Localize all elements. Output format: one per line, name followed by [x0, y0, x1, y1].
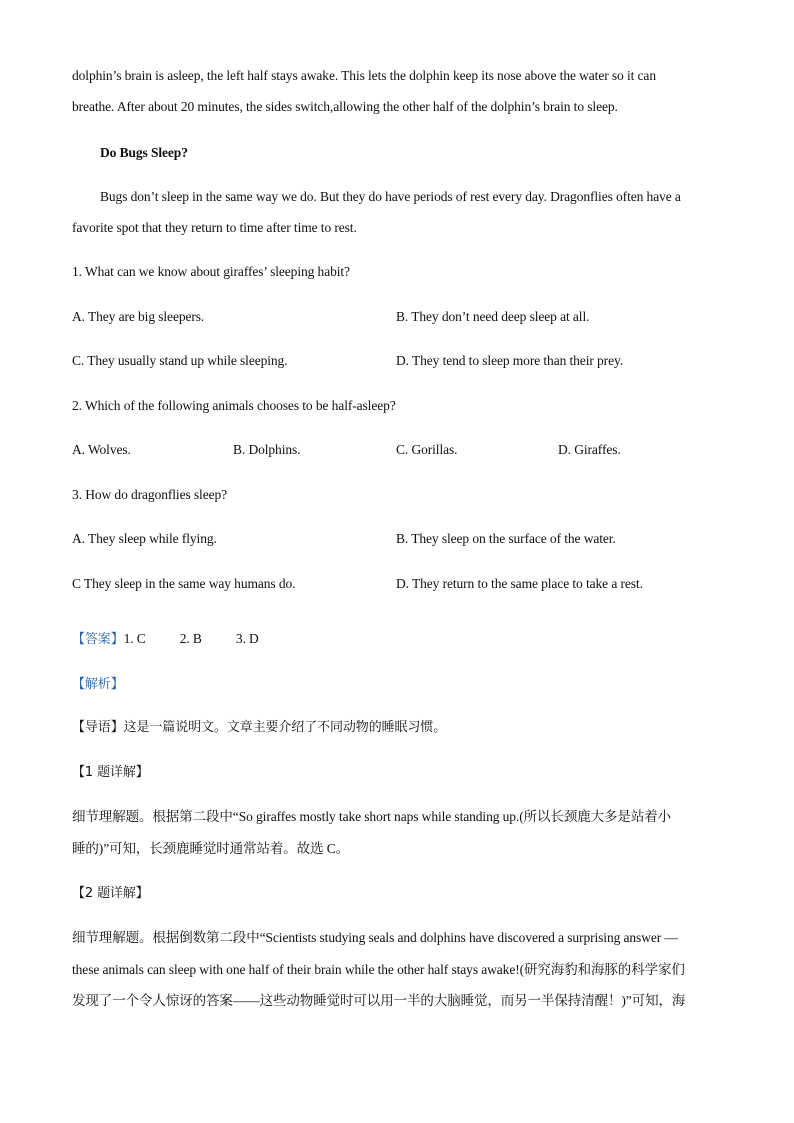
answer-item-1: 1. C: [123, 631, 146, 646]
paragraph-line-2: favorite spot that they return to time after time to rest.: [72, 220, 357, 235]
question-2-option-a: A. Wolves.: [72, 442, 131, 457]
question-1-option-a: A. They are big sleepers.: [72, 309, 205, 324]
paragraph-line-1: Bugs don’t sleep in the same way we do. But they do have periods of rest every day. Dragonflies often have a: [100, 189, 681, 204]
question-1-option-d: D. They tend to sleep more than their prey.: [396, 353, 624, 368]
question-3-option-a: A. They sleep while flying.: [72, 531, 217, 546]
q1-detail-heading: 【1 题详解】: [72, 765, 149, 780]
q1-detail-line-2: 睡的)”可知，长颈鹿睡觉时通常站着。故选 C。: [72, 841, 350, 856]
question-2-option-b: B. Dolphins.: [233, 442, 301, 457]
section-heading: Do Bugs Sleep?: [100, 145, 188, 160]
question-2-stem: 2. Which of the following animals chooses to be half-asleep?: [72, 398, 396, 413]
answer-line: [72, 630, 259, 649]
answer-item-3: 3. D: [235, 631, 259, 646]
question-1-option-b: B. They don’t need deep sleep at all.: [396, 309, 590, 324]
analysis-label: 【解析】: [72, 677, 124, 692]
q2-detail-line-1: 细节理解题。根据倒数第二段中“Scientists studying seals and dolphins have discovered a surprising answer —: [72, 930, 678, 945]
question-3-stem: 3. How do dragonflies sleep?: [72, 487, 228, 502]
guide-text: 这是一篇说明文。文章主要介绍了不同动物的睡眠习惯。: [123, 720, 447, 735]
question-3-option-b: B. They sleep on the surface of the water.: [396, 531, 616, 546]
answer-item-2: 2. B: [179, 631, 202, 646]
q1-detail-line-1: 细节理解题。根据第二段中“So giraffes mostly take short naps while standing up.(所以长颈鹿大多是站着小: [72, 809, 672, 824]
q2-detail-heading: 【2 题详解】: [72, 886, 149, 901]
answer-label: 【答案】: [72, 632, 124, 647]
question-3-option-d: D. They return to the same place to take a rest.: [396, 576, 643, 591]
guide-label: 【导语】: [72, 720, 124, 735]
question-1-stem: 1. What can we know about giraffes’ sleeping habit?: [72, 264, 350, 279]
q2-detail-line-3: 发现了一个令人惊讶的答案——这些动物睡觉时可以用一半的大脑睡觉，而另一半保持清醒！)”可知，海: [72, 993, 686, 1008]
passage-line-2: breathe. After about 20 minutes, the sides switch,allowing the other half of the dolphin’s brain to sleep.: [72, 99, 618, 114]
question-3-option-c: C They sleep in the same way humans do.: [72, 576, 296, 591]
passage-line-1: dolphin’s brain is asleep, the left half stays awake. This lets the dolphin keep its nose above the water so it can: [72, 68, 656, 83]
q2-detail-line-2: these animals can sleep with one half of their brain while the other half stays awake!(研究海豹和海豚的科学家们: [72, 962, 685, 977]
question-1-option-c: C. They usually stand up while sleeping.: [72, 353, 288, 368]
guide-line: [72, 719, 446, 737]
analysis-heading: [72, 675, 124, 694]
question-2-option-d: D. Giraffes.: [558, 442, 621, 457]
question-2-option-c: C. Gorillas.: [396, 442, 458, 457]
